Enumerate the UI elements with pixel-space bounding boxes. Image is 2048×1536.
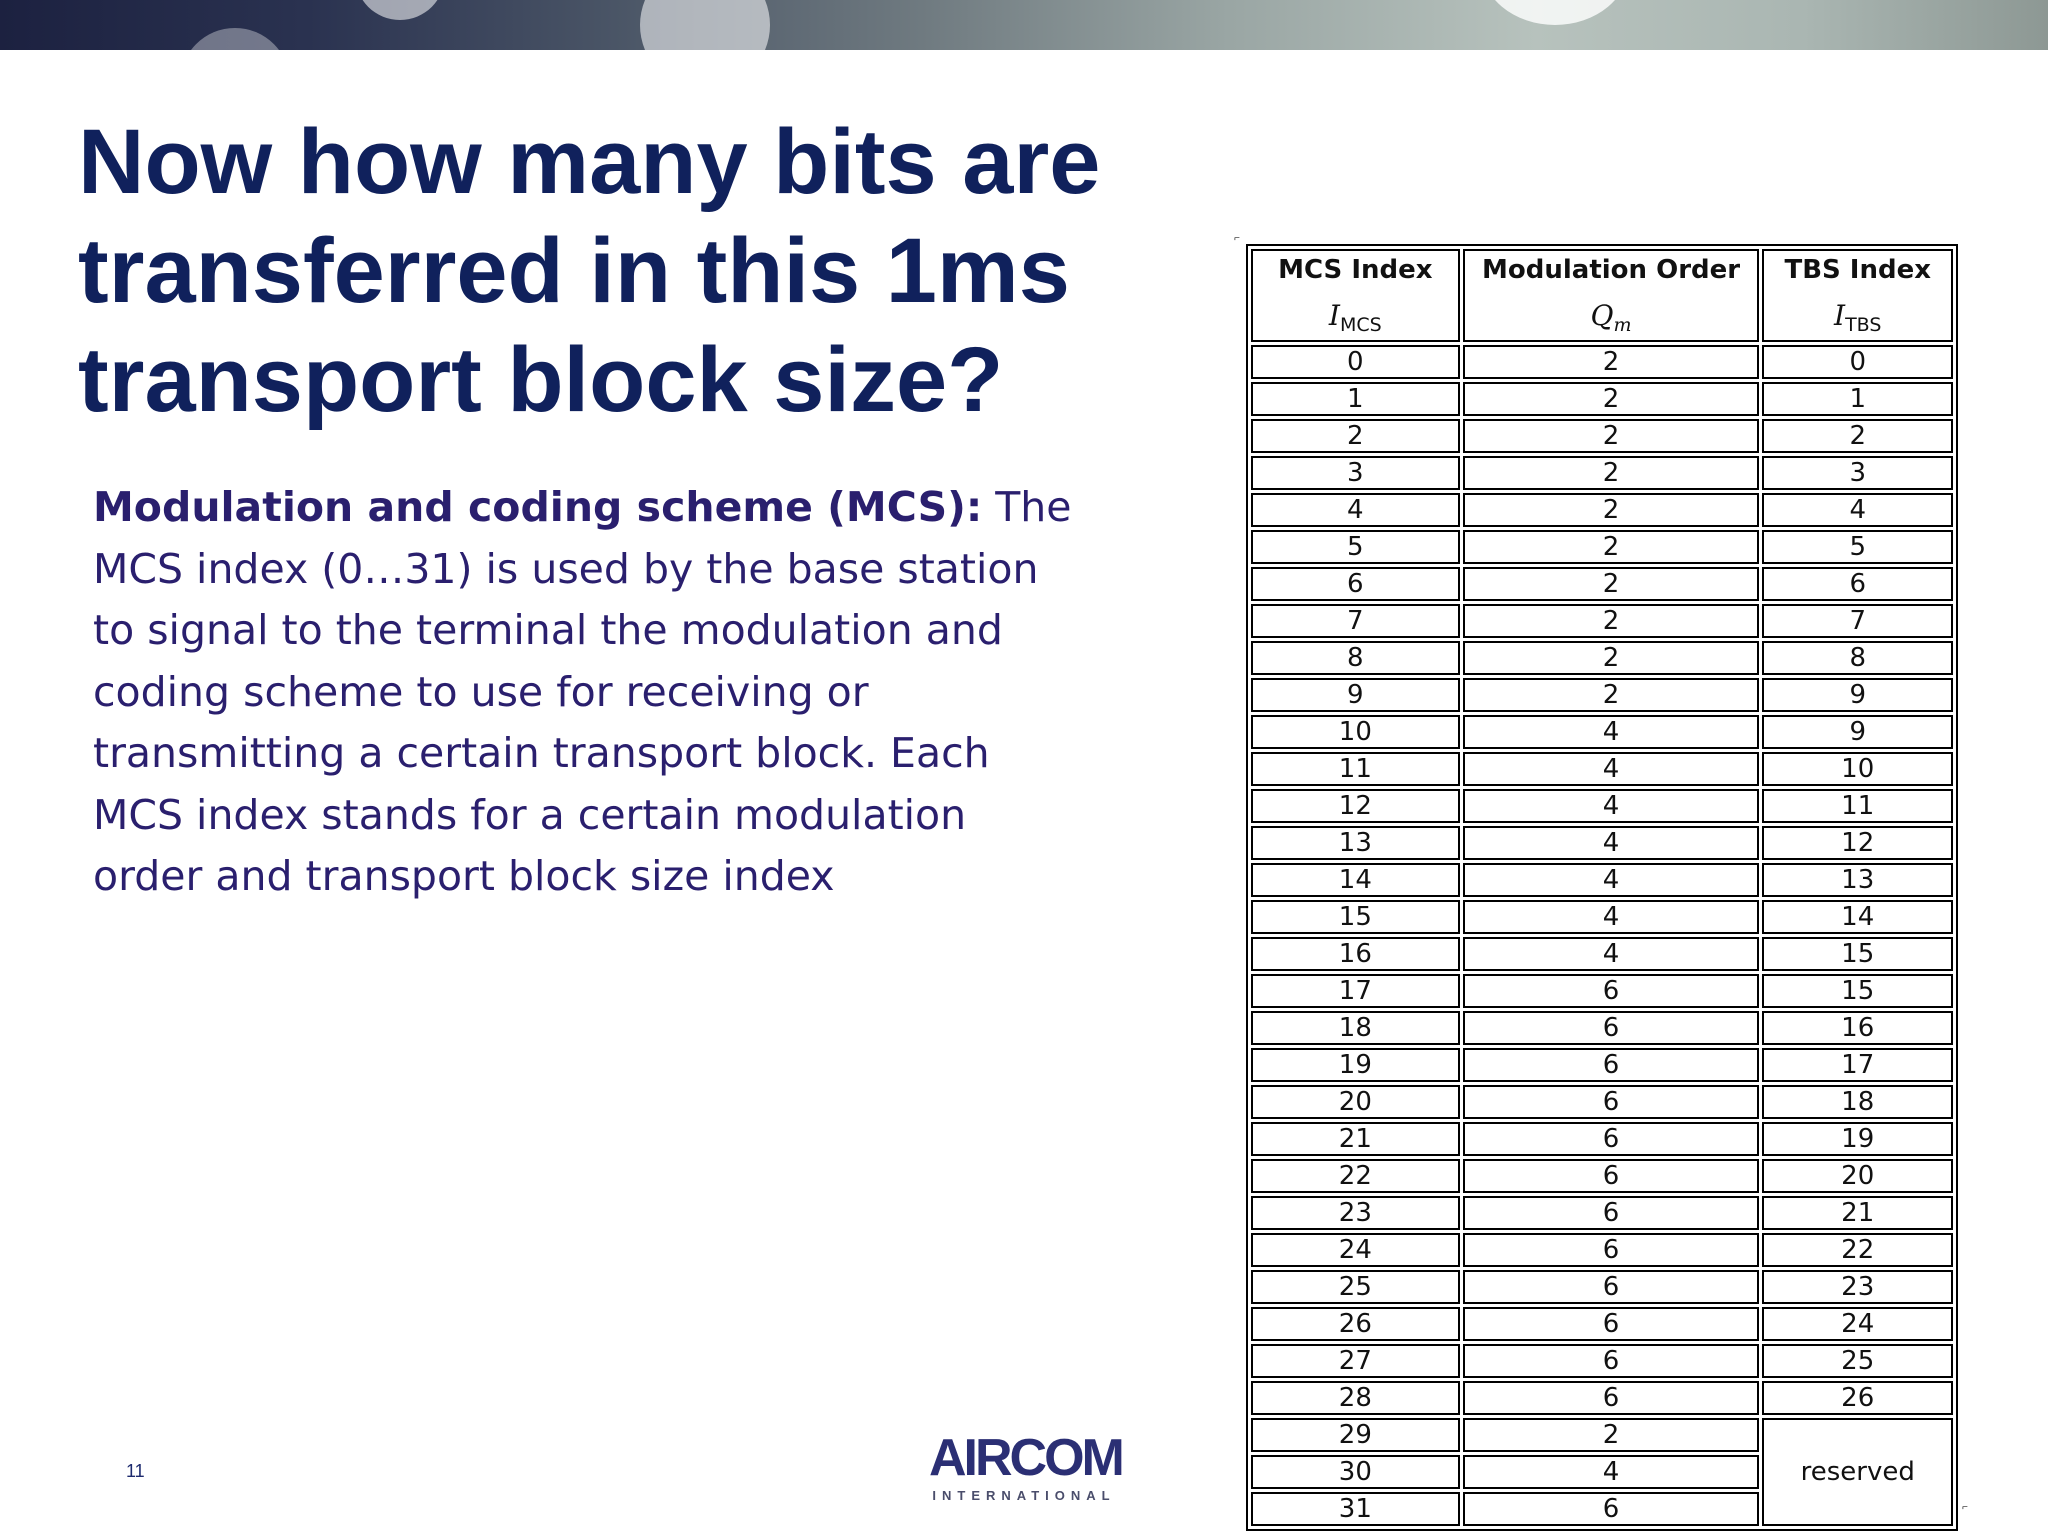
table-cell: 2 (1463, 604, 1760, 638)
body-description: The MCS index (0…31) is used by the base station to signal to the terminal the modulation and coding scheme to use for receiving or transmitting a certain transport block. Each MCS index stands for a certain modulation order and transport block size index (93, 483, 1072, 900)
table-cell: 27 (1251, 1344, 1460, 1378)
table-cell: 12 (1251, 789, 1460, 823)
table-cell: 13 (1251, 826, 1460, 860)
table-row (1251, 382, 1953, 416)
table-cell: 4 (1463, 1455, 1760, 1489)
table-row (1251, 456, 1953, 490)
table-cell: 18 (1251, 1011, 1460, 1045)
table-body (1251, 345, 1953, 1526)
table-row (1251, 715, 1953, 749)
table-cell: 11 (1251, 752, 1460, 786)
table-cell: 0 (1251, 345, 1460, 379)
bokeh-decoration (640, 0, 770, 50)
table-cell: 21 (1762, 1196, 1953, 1230)
table-cell: 16 (1762, 1011, 1953, 1045)
table-cell: 6 (1463, 1233, 1760, 1267)
table-cell: 8 (1251, 641, 1460, 675)
table-cell: 22 (1762, 1233, 1953, 1267)
table-row (1251, 752, 1953, 786)
table-cell: 6 (1463, 1270, 1760, 1304)
table-cell: 2 (1463, 382, 1760, 416)
table-cell: 3 (1762, 456, 1953, 490)
table-row (1251, 604, 1953, 638)
table-cell: 6 (1463, 1344, 1760, 1378)
table-row (1251, 1196, 1953, 1230)
table-row (1251, 789, 1953, 823)
table-row (1251, 863, 1953, 897)
header-symbol-subscript: TBS (1845, 314, 1882, 336)
table-cell: 6 (1463, 1492, 1760, 1526)
table-cell: 4 (1251, 493, 1460, 527)
table-cell: 9 (1251, 678, 1460, 712)
table-cell: 17 (1251, 974, 1460, 1008)
table-cell: 4 (1463, 715, 1760, 749)
table-cell: 4 (1463, 752, 1760, 786)
table-header-row (1251, 249, 1953, 342)
table-cell: 6 (1463, 1307, 1760, 1341)
table-cell: 6 (1463, 1011, 1760, 1045)
table-row (1251, 1307, 1953, 1341)
table-cell: 6 (1463, 1048, 1760, 1082)
table-cell: 30 (1251, 1455, 1460, 1489)
bokeh-decoration (180, 28, 290, 50)
table-cell: 6 (1762, 567, 1953, 601)
header-symbol (1465, 301, 1758, 340)
corner-mark: ⌐ (1961, 1503, 1968, 1514)
table-cell: 2 (1463, 1418, 1760, 1452)
table-cell: 19 (1251, 1048, 1460, 1082)
table-row (1251, 1048, 1953, 1082)
table-cell: 6 (1463, 1381, 1760, 1415)
table-cell: 23 (1251, 1196, 1460, 1230)
table-cell: 2 (1463, 678, 1760, 712)
slide-title: Now how many bits are transferred in this 1ms transport block size? (78, 111, 1101, 431)
table-row (1251, 1270, 1953, 1304)
header-symbol (1253, 301, 1458, 340)
table-cell: 8 (1762, 641, 1953, 675)
table-cell: 14 (1762, 900, 1953, 934)
page-number: 11 (126, 1461, 145, 1481)
table-cell: 2 (1762, 419, 1953, 453)
body-lead: Modulation and coding scheme (MCS): (93, 483, 983, 531)
table-cell: 4 (1463, 863, 1760, 897)
table-cell: 24 (1762, 1307, 1953, 1341)
table-cell: 2 (1463, 530, 1760, 564)
table-cell: 2 (1463, 345, 1760, 379)
table-cell: 4 (1762, 493, 1953, 527)
table-cell: 6 (1463, 1122, 1760, 1156)
header-label: MCS Index (1278, 255, 1433, 285)
header-symbol-letter: I (1328, 299, 1340, 332)
table-cell: 6 (1463, 1159, 1760, 1193)
table-cell: 20 (1762, 1159, 1953, 1193)
table-row (1251, 900, 1953, 934)
table-row (1251, 1159, 1953, 1193)
body-text (93, 477, 1073, 908)
table-cell: 17 (1762, 1048, 1953, 1082)
table-cell: 16 (1251, 937, 1460, 971)
bokeh-decoration (355, 0, 445, 20)
table-cell: 7 (1762, 604, 1953, 638)
table-cell: 6 (1463, 1085, 1760, 1119)
reserved-cell: reserved (1762, 1418, 1953, 1526)
header-label: TBS Index (1784, 255, 1931, 285)
table-cell: 26 (1762, 1381, 1953, 1415)
table-cell: 3 (1251, 456, 1460, 490)
table-cell: 11 (1762, 789, 1953, 823)
table-cell: 12 (1762, 826, 1953, 860)
mcs-table-figure (1234, 234, 1968, 1524)
table-cell: 13 (1762, 863, 1953, 897)
corner-mark: ⌐ (1234, 234, 1241, 245)
table-cell: 21 (1251, 1122, 1460, 1156)
header-symbol-letter: I (1834, 299, 1846, 332)
table-cell: 6 (1251, 567, 1460, 601)
table-cell: 22 (1251, 1159, 1460, 1193)
table-row (1251, 1381, 1953, 1415)
table-row (1251, 1418, 1953, 1452)
table-header-cell (1762, 249, 1953, 342)
header-symbol-letter: Q (1590, 299, 1614, 332)
table-cell: 20 (1251, 1085, 1460, 1119)
table-row (1251, 530, 1953, 564)
mcs-table (1246, 244, 1958, 1531)
table-row (1251, 567, 1953, 601)
table-cell: 4 (1463, 826, 1760, 860)
aircom-logo (929, 1429, 1122, 1503)
table-cell: 24 (1251, 1233, 1460, 1267)
table-cell: 2 (1463, 419, 1760, 453)
table-cell: 31 (1251, 1492, 1460, 1526)
table-cell: 7 (1251, 604, 1460, 638)
logo-tagline: INTERNATIONAL (932, 1488, 1116, 1503)
table-cell: 9 (1762, 715, 1953, 749)
table-cell: 4 (1463, 900, 1760, 934)
header-label: Modulation Order (1482, 255, 1741, 285)
table-cell: 5 (1251, 530, 1460, 564)
table-cell: 4 (1463, 789, 1760, 823)
table-cell: 29 (1251, 1418, 1460, 1452)
table-cell: 2 (1463, 456, 1760, 490)
table-row (1251, 493, 1953, 527)
table-row (1251, 419, 1953, 453)
table-cell: 25 (1251, 1270, 1460, 1304)
table-cell: 25 (1762, 1344, 1953, 1378)
table-row (1251, 641, 1953, 675)
table-cell: 2 (1463, 567, 1760, 601)
logo-wordmark: AIRCOM (929, 1429, 1122, 1487)
table-cell: 15 (1251, 900, 1460, 934)
table-cell: 9 (1762, 678, 1953, 712)
table-cell: 15 (1762, 974, 1953, 1008)
table-cell: 2 (1463, 641, 1760, 675)
table-row (1251, 345, 1953, 379)
table-cell: 2 (1251, 419, 1460, 453)
header-symbol-subscript: m (1613, 314, 1632, 336)
table-row (1251, 1122, 1953, 1156)
table-cell: 26 (1251, 1307, 1460, 1341)
table-cell: 14 (1251, 863, 1460, 897)
header-symbol-subscript: MCS (1339, 314, 1382, 336)
table-cell: 6 (1463, 974, 1760, 1008)
top-banner (0, 0, 2048, 50)
table-cell: 4 (1463, 937, 1760, 971)
table-cell: 6 (1463, 1196, 1760, 1230)
table-cell: 2 (1463, 493, 1760, 527)
table-row (1251, 974, 1953, 1008)
table-cell: 19 (1762, 1122, 1953, 1156)
header-symbol (1764, 301, 1951, 340)
table-row (1251, 1085, 1953, 1119)
table-row (1251, 1011, 1953, 1045)
table-cell: 0 (1762, 345, 1953, 379)
table-cell: 10 (1762, 752, 1953, 786)
table-row (1251, 826, 1953, 860)
table-cell: 1 (1762, 382, 1953, 416)
table-cell: 18 (1762, 1085, 1953, 1119)
table-cell: 5 (1762, 530, 1953, 564)
table-cell: 15 (1762, 937, 1953, 971)
bokeh-decoration (1480, 0, 1630, 25)
table-cell: 1 (1251, 382, 1460, 416)
table-row (1251, 1233, 1953, 1267)
table-row (1251, 937, 1953, 971)
table-row (1251, 1344, 1953, 1378)
table-cell: 28 (1251, 1381, 1460, 1415)
table-header-cell (1251, 249, 1460, 342)
table-header-cell (1463, 249, 1760, 342)
table-row (1251, 678, 1953, 712)
table-cell: 10 (1251, 715, 1460, 749)
table-cell: 23 (1762, 1270, 1953, 1304)
